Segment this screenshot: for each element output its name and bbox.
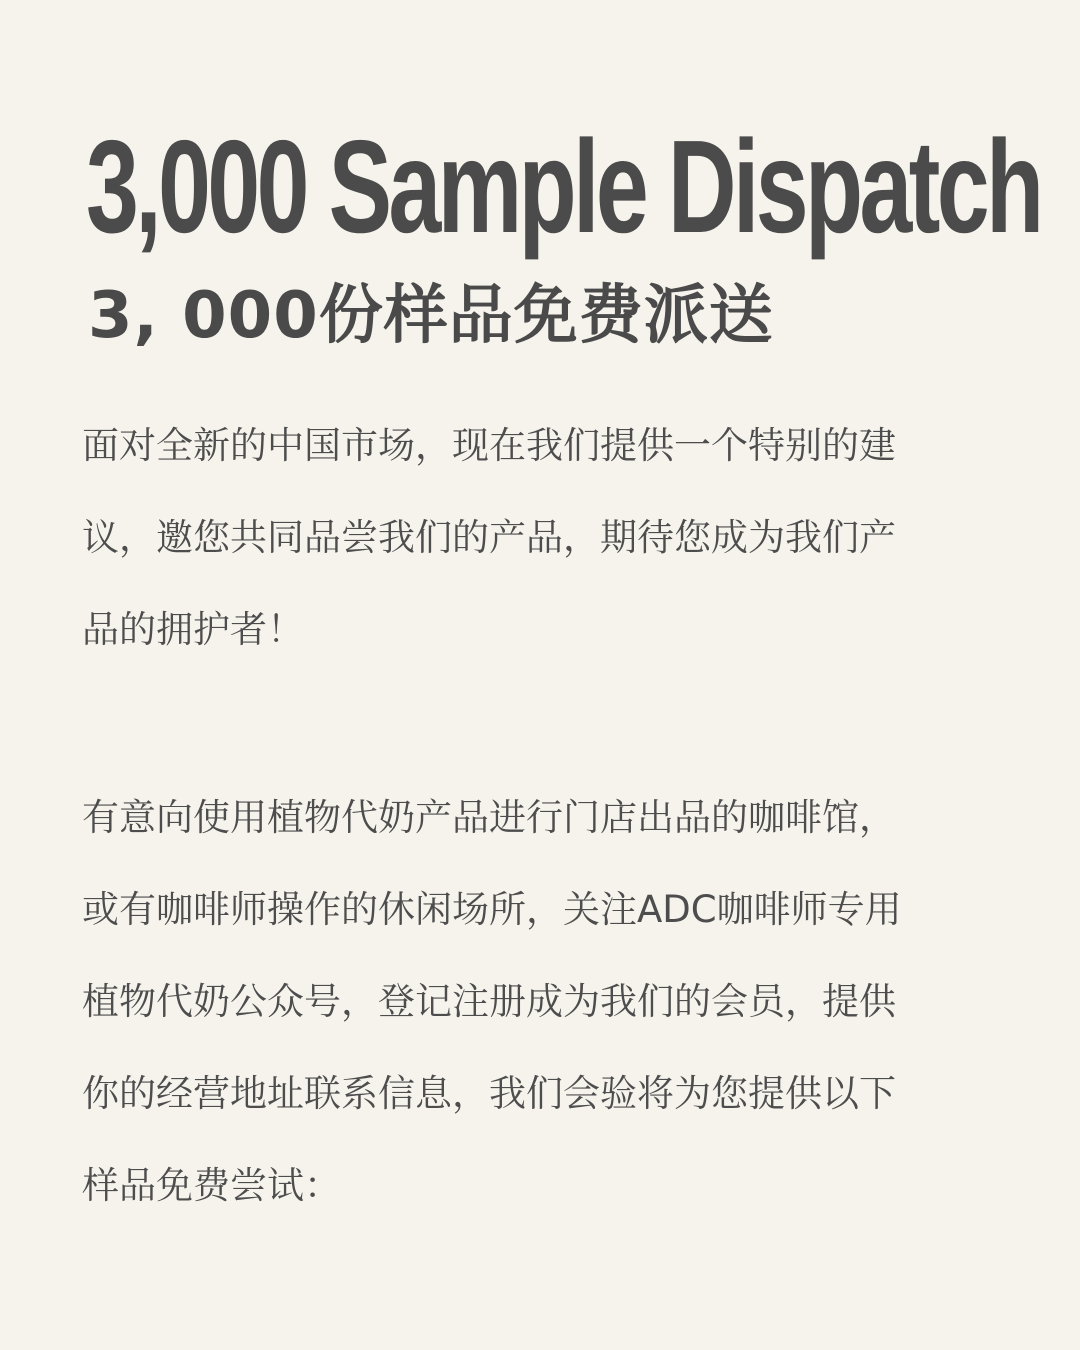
intro-line-1: 面对全新的中国市场，现在我们提供一个特别的建: [82, 424, 896, 467]
intro-line-2: 议，邀您共同品尝我们的产品，期待您成为我们产: [82, 516, 896, 559]
intro-paragraph: [82, 400, 992, 676]
instructions-paragraph: [82, 772, 992, 1232]
page-title: 3,000 Sample Dispatch: [86, 113, 1041, 260]
instructions-line-5: 样品免费尝试：: [82, 1164, 341, 1207]
page-subtitle: 3, 000份样品免费派送: [88, 279, 774, 353]
intro-line-3: 品的拥护者！: [82, 608, 304, 651]
instructions-line-3: 植物代奶公众号，登记注册成为我们的会员，提供: [82, 980, 896, 1023]
instructions-line-2: 或有咖啡师操作的休闲场所，关注ADC咖啡师专用: [82, 888, 902, 931]
instructions-line-1: 有意向使用植物代奶产品进行门店出品的咖啡馆，: [82, 796, 896, 839]
instructions-line-4: 你的经营地址联系信息，我们会验将为您提供以下: [82, 1072, 896, 1115]
